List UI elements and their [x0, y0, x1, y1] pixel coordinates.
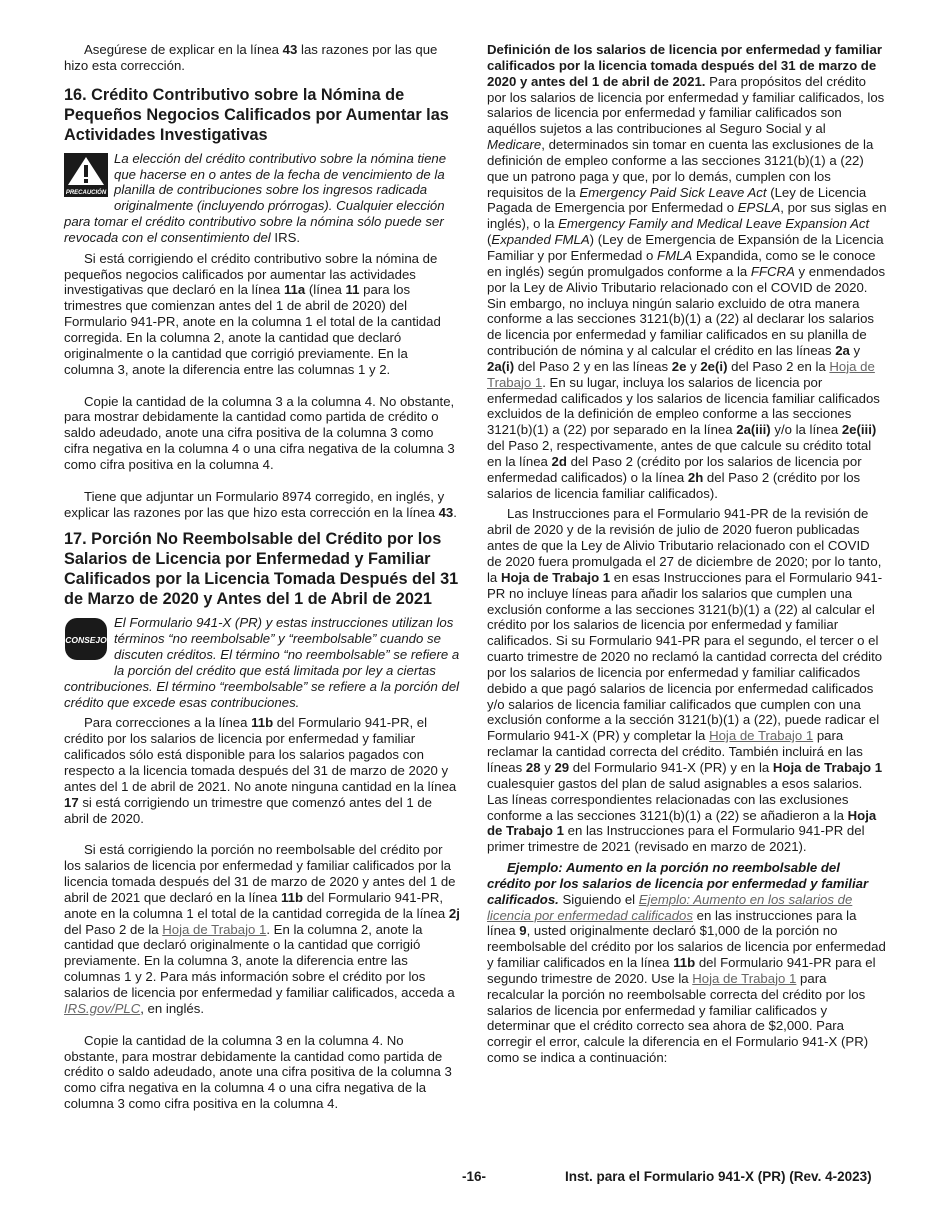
section-17-paragraph-1: Para correcciones a la línea 11b del Formulario 941-PR, el crédito por los salarios de licencia por enfermedad y familiar calificados sólo está disponible para los salarios pagados con respecto a la licencia tomada después del 31 de marzo de 2020 y antes del 1 de abril de 2021. No anote ninguna cantidad en la línea 17 si está corrigiendo un trimestre que comenzó antes del 1 de abril de 2020. — [64, 715, 457, 826]
tip-note: CONSEJO El Formulario 941-X (PR) y estas instrucciones utilizan los términos “no reembolsable” y “reembolsable” cuando se discuten créditos. El término “no reembolsable” se refiere a la porción del crédito que está limitada por ley a ciertas contribuciones. El término “reembolsable” se refiere a la porción del crédito que excede esas contribuciones. — [64, 615, 460, 710]
worksheet-1-link[interactable]: Hoja de Trabajo 1 — [692, 970, 797, 986]
tip-icon-label: CONSEJO — [65, 635, 107, 646]
worksheet-1-link[interactable]: Hoja de Trabajo 1 — [709, 728, 814, 744]
left-column — [64, 42, 460, 1112]
example-paragraph: Ejemplo: Aumento en la porción no reembolsable del crédito por los salarios de licencia por enfermedad y familiar calificados. Siguiendo el Ejemplo: Aumento en los salarios de licencia por enfermedad calificados en las instrucciones para la línea 9, usted originalmente declaró $1,000 de la porción no reembolsable del crédito por los salarios de licencia por enfermedad y familiar calificados en la línea 11b del Formulario 941-PR para el segundo trimestre de 2020. Use la Hoja de Trabajo 1 para recalcular la porción no reembolsable correcta del crédito por los salarios de licencia por enfermedad y familiar calificados y determinar que el crédito correcto sea ahora de $2,000. Para corregir el error, calcule la diferencia en el Formulario 941-X (PR) como se indica a continuación: — [487, 860, 886, 1066]
section-17-paragraph-2: Si está corrigiendo la porción no reembolsable del crédito por los salarios de licencia por enfermedad y familiar calificados por la licencia tomada después del 31 de marzo de 2020 y antes del 1 de abril de 2021 que declaró en la línea 11b del Formulario 941-PR, anote en la columna 1 el total de la cantidad corregida de la línea 2j del Paso 2 de la Hoja de Trabajo 1. En la columna 2, anote la cantidad que declaró originalmente o la cantidad que corrigió previamente. En la columna 3, anote la diferencia entre las columnas 1 y 2. Para más información sobre el crédito por los salarios de licencia por enfermedad y familiar calificados, acceda a IRS.gov/PLC, en inglés. — [64, 842, 460, 1016]
irs-plc-link[interactable]: IRS.gov/PLC — [64, 1000, 141, 1016]
example-sick-leave-link[interactable]: Ejemplo: Aumento en los salarios de licencia por enfermedad calificados — [487, 891, 853, 923]
tip-icon — [64, 617, 108, 661]
section-16-paragraph-3: Tiene que adjuntar un Formulario 8974 corregido, en inglés, y explicar las razones por las que hizo esta corrección en la línea 43. — [64, 488, 457, 520]
definition-paragraph: Definición de los salarios de licencia por enfermedad y familiar calificados por la licencia tomada después del 31 de marzo de 2020 y antes del 1 de abril de 2021. Para propósitos del crédito por los salarios de licencia por enfermedad y familiar calificados, los salarios de licencia por enfermedad y familiar calificados son aquéllos sujetos a las contribuciones al Seguro Social y al Medicare, determinados sin tomar en cuenta las exclusiones de la definición de empleo conforme a las secciones 3121(b)(1) a (22) que un patrono paga y que, por lo demás, cumplen con los requisitos de la Emergency Paid Sick Leave Act (Ley de Licencia Pagada de Emergencia por Enfermedad o EPSLA, por sus siglas en inglés), o la Emergency Family and Medical Leave Expansion Act (Expanded FMLA) (Ley de Emergencia de Expansión de la Licencia Familiar y por Enfermedad o FMLA Expandida, como se le conoce en inglés) según promulgados conforme a la FFCRA y enmendados por la Ley de Alivio Tributario relacionado con el COVID de 2020. Sin embargo, no incluya ningún salario excluido de otra manera conforme a las secciones 3121(b)(1) a (22) al declarar los salarios de licencia por enfermedad y familiar calificados en su planilla de contribución de nómina y al calcular el crédito en las líneas 2a y 2a(i) del Paso 2 y en las líneas 2e y 2e(i) del Paso 2 en la Hoja de Trabajo 1. En su lugar, incluya los salarios de licencia por enfermedad calificados y los salarios de licencia familiar calificados excluidos de la definición de empleo conforme a las secciones 3121(b)(1) a (22) por separado en la línea 2a(iii) y/o la línea 2e(iii) del Paso 2, respectivamente, antes de que calcule su crédito total en la línea 2d del Paso 2 (crédito por los salarios de licencia por enfermedad calificados) o la línea 2h del Paso 2 (crédito por los salarios de licencia familiar calificados). — [487, 42, 887, 501]
instructions-revision-paragraph: Las Instrucciones para el Formulario 941-PR de la revisión de abril de 2020 y de la revisión de julio de 2020 fueron publicadas antes de que la Ley de Alivio Tributario relacionado con el COVID de 2020 fuera promulgada el 27 de diciembre de 2020; por lo tanto, la Hoja de Trabajo 1 en esas Instrucciones para el Formulario 941-PR no incluye líneas para añadir los salarios que cumplen una exclusión conforme a las secciones 3121(b)(1) a (22) al calcular el crédito por los salarios de licencia por enfermedad y familiar calificados. Si su Formulario 941-PR para el segundo, el tercer o el cuarto trimestre de 2020 no reclamó la cantidad correcta del crédito por los salarios de licencia por enfermedad y familiar calificados debido a que pagó salarios de licencia por enfermedad calificados y/o salarios de licencia familiar calificados que cumplen con una exclusión conforme a la sección 3121(b)(1) a (22), puede radicar el Formulario 941-X (PR) y completar la Hoja de Trabajo 1 para reclamar la cantidad correcta del crédito. También incluirá en las líneas 28 y 29 del Formulario 941-X (PR) y en la Hoja de Trabajo 1 cualesquier gastos del plan de salud asignables a esos salarios. Las líneas correspondientes relacionadas con las exclusiones conforme a las secciones 3121(b)(1) a (22) se añadieron a la Hoja de Trabajo 1 en las Instrucciones para el Formulario 941-PR del primer trimestre de 2021 (revisado en marzo de 2021). — [487, 506, 883, 855]
right-column — [487, 42, 887, 1066]
section-17-paragraph-3: Copie la cantidad de la columna 3 en la columna 4. No obstante, para mostrar debidamente la cantidad como partida de crédito o saldo adeudado, anote una cifra positiva de la columna 3 como cifra negativa en la columna 4 o una cifra negativa de la columna 3 como cifra positiva en la columna 4. — [64, 1032, 452, 1112]
form-title: Inst. para el Formulario 941-X (PR) (Rev. 4-2023) — [565, 1169, 872, 1184]
page-number: -16- — [462, 1169, 487, 1184]
section-16-paragraph-1: Si está corrigiendo el crédito contributivo sobre la nómina de pequeños negocios calificados por aumentar las actividades investigativas que declaró en la línea 11a (línea 11 para los trimestres que comienzan antes del 1 de abril de 2020) del Formulario 941-PR, anote en la columna 1 el total de la cantidad corregida. En la columna 2, anote la cantidad que declaró originalmente o la cantidad que corrigió previamente. En la columna 3, anote la diferencia entre las columnas 1 y 2. — [64, 250, 441, 377]
section-16-heading: 16. Crédito Contributivo sobre la Nómina de Pequeños Negocios Calificados por Aumentar las Actividades Investigativas — [64, 85, 449, 144]
section-17-heading: 17. Porción No Reembolsable del Crédito por los Salarios de Licencia por Enfermedad y Familiar Calificados por la Licencia Tomada Después del 31 de Marzo de 2020 y Antes del 1 de Abril de 2021 — [64, 530, 459, 609]
worksheet-1-link[interactable]: Hoja de Trabajo 1 — [487, 358, 875, 390]
caution-note: PRECAUCIÓN La elección del crédito contributivo sobre la nómina tiene que hacerse en o antes de la fecha de vencimiento de la planilla de contribuciones sobre los ingresos radicada originalmente (incluyendo prórrogas). Cualquier elección para tomar el crédito contributivo sobre la nómina sólo puede ser revocada con el consentimiento del IRS. — [64, 150, 447, 245]
caution-icon — [64, 153, 108, 197]
paragraph-explain-line-43: Asegúrese de explicar en la línea 43 las razones por las que hizo esta corrección. — [64, 42, 438, 73]
section-16-paragraph-2: Copie la cantidad de la columna 3 a la columna 4. No obstante, para mostrar debidamente la cantidad como partida de crédito o saldo adeudado, anote una cifra positiva de la columna 3 como cifra negativa en la columna 4 o una cifra negativa de la columna 3 como cifra positiva en la columna 4. — [64, 393, 455, 472]
worksheet-1-link[interactable]: Hoja de Trabajo 1 — [162, 921, 267, 937]
caution-icon-label: PRECAUCIÓN — [65, 189, 107, 196]
